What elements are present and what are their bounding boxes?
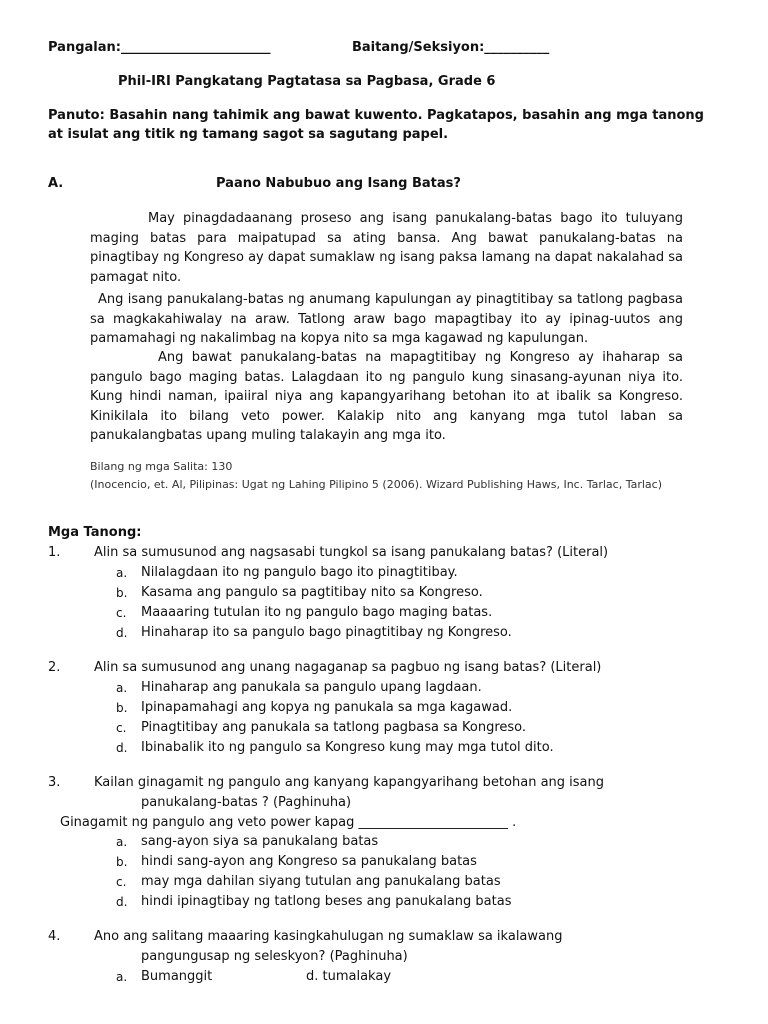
word-count: Bilang ng mga Salita: 130 xyxy=(90,460,233,473)
question-4-option-d: d. tumalakay xyxy=(306,969,392,984)
question-3-text-line-1: Kailan ginagamit ng pangulo ang kanyang kapangyarihang betohan ang isang xyxy=(94,775,604,790)
question-1-option-text: Kasama ang pangulo sa pagtitibay nito sa Kongreso. xyxy=(141,585,483,600)
question-1-option-text: Hinaharap ito sa pangulo bago pinagtitibay ng Kongreso. xyxy=(141,625,512,640)
question-2-option-text: Pinagtitibay ang panukala sa tatlong pagbasa sa Kongreso. xyxy=(141,720,527,735)
question-4-text-line-2: pangungusap ng seleskyon? (Paghinuha) xyxy=(141,949,408,964)
question-2-option-text: Hinaharap ang panukala sa pangulo upang lagdaan. xyxy=(141,680,482,695)
question-2-option-text: Ipinapamahagi ang kopya ng panukala sa mga kagawad. xyxy=(141,700,513,715)
question-2-option-letter: d. xyxy=(116,741,128,755)
question-1-option-letter: c. xyxy=(116,606,127,620)
question-2-number: 2. xyxy=(48,660,61,675)
story-source: (Inocencio, et. Al, Pilipinas: Ugat ng Lahing Pilipino 5 (2006). Wizard Publishing Haws, Inc. Tarlac, Tarlac) xyxy=(90,478,663,491)
question-3-option-text: sang-ayon siya sa panukalang batas xyxy=(141,834,379,849)
question-4-text-line-1: Ano ang salitang maaaring kasingkahulugan ng sumaklaw sa ikalawang xyxy=(94,929,563,944)
grade-section-field-label: Baitang/Seksiyon:__________ xyxy=(352,40,550,55)
question-4-option-letter: a. xyxy=(116,970,128,984)
story-title: Paano Nabubuo ang Isang Batas? xyxy=(216,176,461,191)
question-1-text: Alin sa sumusunod ang nagsasabi tungkol sa isang panukalang batas? (Literal) xyxy=(94,545,609,560)
question-3-option-letter: b. xyxy=(116,855,128,869)
question-3-fill-blank: Ginagamit ng pangulo ang veto power kapag _______________________ . xyxy=(60,815,517,830)
question-2-option-text: Ibinabalik ito ng pangulo sa Kongreso kung may mga tutol dito. xyxy=(141,740,554,755)
question-3-number: 3. xyxy=(48,775,61,790)
name-field-label: Pangalan:_______________________ xyxy=(48,40,271,55)
question-2-option-letter: a. xyxy=(116,681,128,695)
question-3-option-letter: c. xyxy=(116,875,127,889)
question-1-option-text: Maaaaring tutulan ito ng pangulo bago maging batas. xyxy=(141,605,493,620)
question-2-option-letter: c. xyxy=(116,721,127,735)
story-letter: A. xyxy=(48,176,64,191)
question-4-option-a-text: Bumanggit xyxy=(141,969,213,984)
question-4-number: 4. xyxy=(48,929,61,944)
question-1-option-letter: d. xyxy=(116,626,128,640)
question-3-option-text: may mga dahilan siyang tutulan ang panukalang batas xyxy=(141,874,501,889)
question-3-option-letter: a. xyxy=(116,835,128,849)
question-1-number: 1. xyxy=(48,545,61,560)
worksheet-title: Phil-IRI Pangkatang Pagtatasa sa Pagbasa, Grade 6 xyxy=(118,74,496,89)
question-1-option-text: Nilalagdaan ito ng pangulo bago ito pinagtitibay. xyxy=(141,565,458,580)
questions-heading: Mga Tanong: xyxy=(48,525,142,540)
question-1-option-letter: a. xyxy=(116,566,128,580)
instructions-line-2: at isulat ang titik ng tamang sagot sa sagutang papel. xyxy=(48,127,449,142)
question-3-text-line-2: panukalang-batas ? (Paghinuha) xyxy=(141,795,352,810)
question-2-option-letter: b. xyxy=(116,701,128,715)
question-1-option-letter: b. xyxy=(116,586,128,600)
story-paragraph-2: Ang isang panukalang-batas ng anumang kapulungan ay pinagtitibay sa tatlong pagbasa sa magkakahiwalay na araw. Tatlong araw bago mapagtibay ito ay ipinag-uutos ang pamamahagi ng nakalimbag na kopya nito sa mga kagawad ng kapulungan. xyxy=(90,292,683,347)
story-paragraph-3: Ang bawat panukalang-batas na mapagtitibay ng Kongreso ay ihaharap sa pangulo bago maging batas. Lalagdaan ito ng pangulo kung sinasang-ayunan niya ito. Kung hindi naman, ipaiiral niya ang kapangyarihang betohan ito at ibalik sa Kongreso. Kinikilala ito bilang veto power. Kalakip nito ang kanyang mga tutol laban sa panukalangbatas upang muling talakayin ang mga ito. xyxy=(90,350,683,444)
story-paragraph-1: May pinagdadaanang proseso ang isang panukalang-batas bago ito tuluyang maging batas para maipatupad sa ating bansa. Ang bawat panukalang-batas na pinagtibay ng Kongreso ay dapat sumaklaw ng isang paksa lamang na dapat nakalahad sa pamagat nito. xyxy=(90,211,683,285)
question-3-option-text: hindi ipinagtibay ng tatlong beses ang panukalang batas xyxy=(141,894,512,909)
question-3-option-letter: d. xyxy=(116,895,128,909)
instructions-line-1: Panuto: Basahin nang tahimik ang bawat kuwento. Pagkatapos, basahin ang mga tanong xyxy=(48,108,704,123)
question-2-text: Alin sa sumusunod ang unang nagaganap sa pagbuo ng isang batas? (Literal) xyxy=(94,660,602,675)
question-3-option-text: hindi sang-ayon ang Kongreso sa panukalang batas xyxy=(141,854,477,869)
